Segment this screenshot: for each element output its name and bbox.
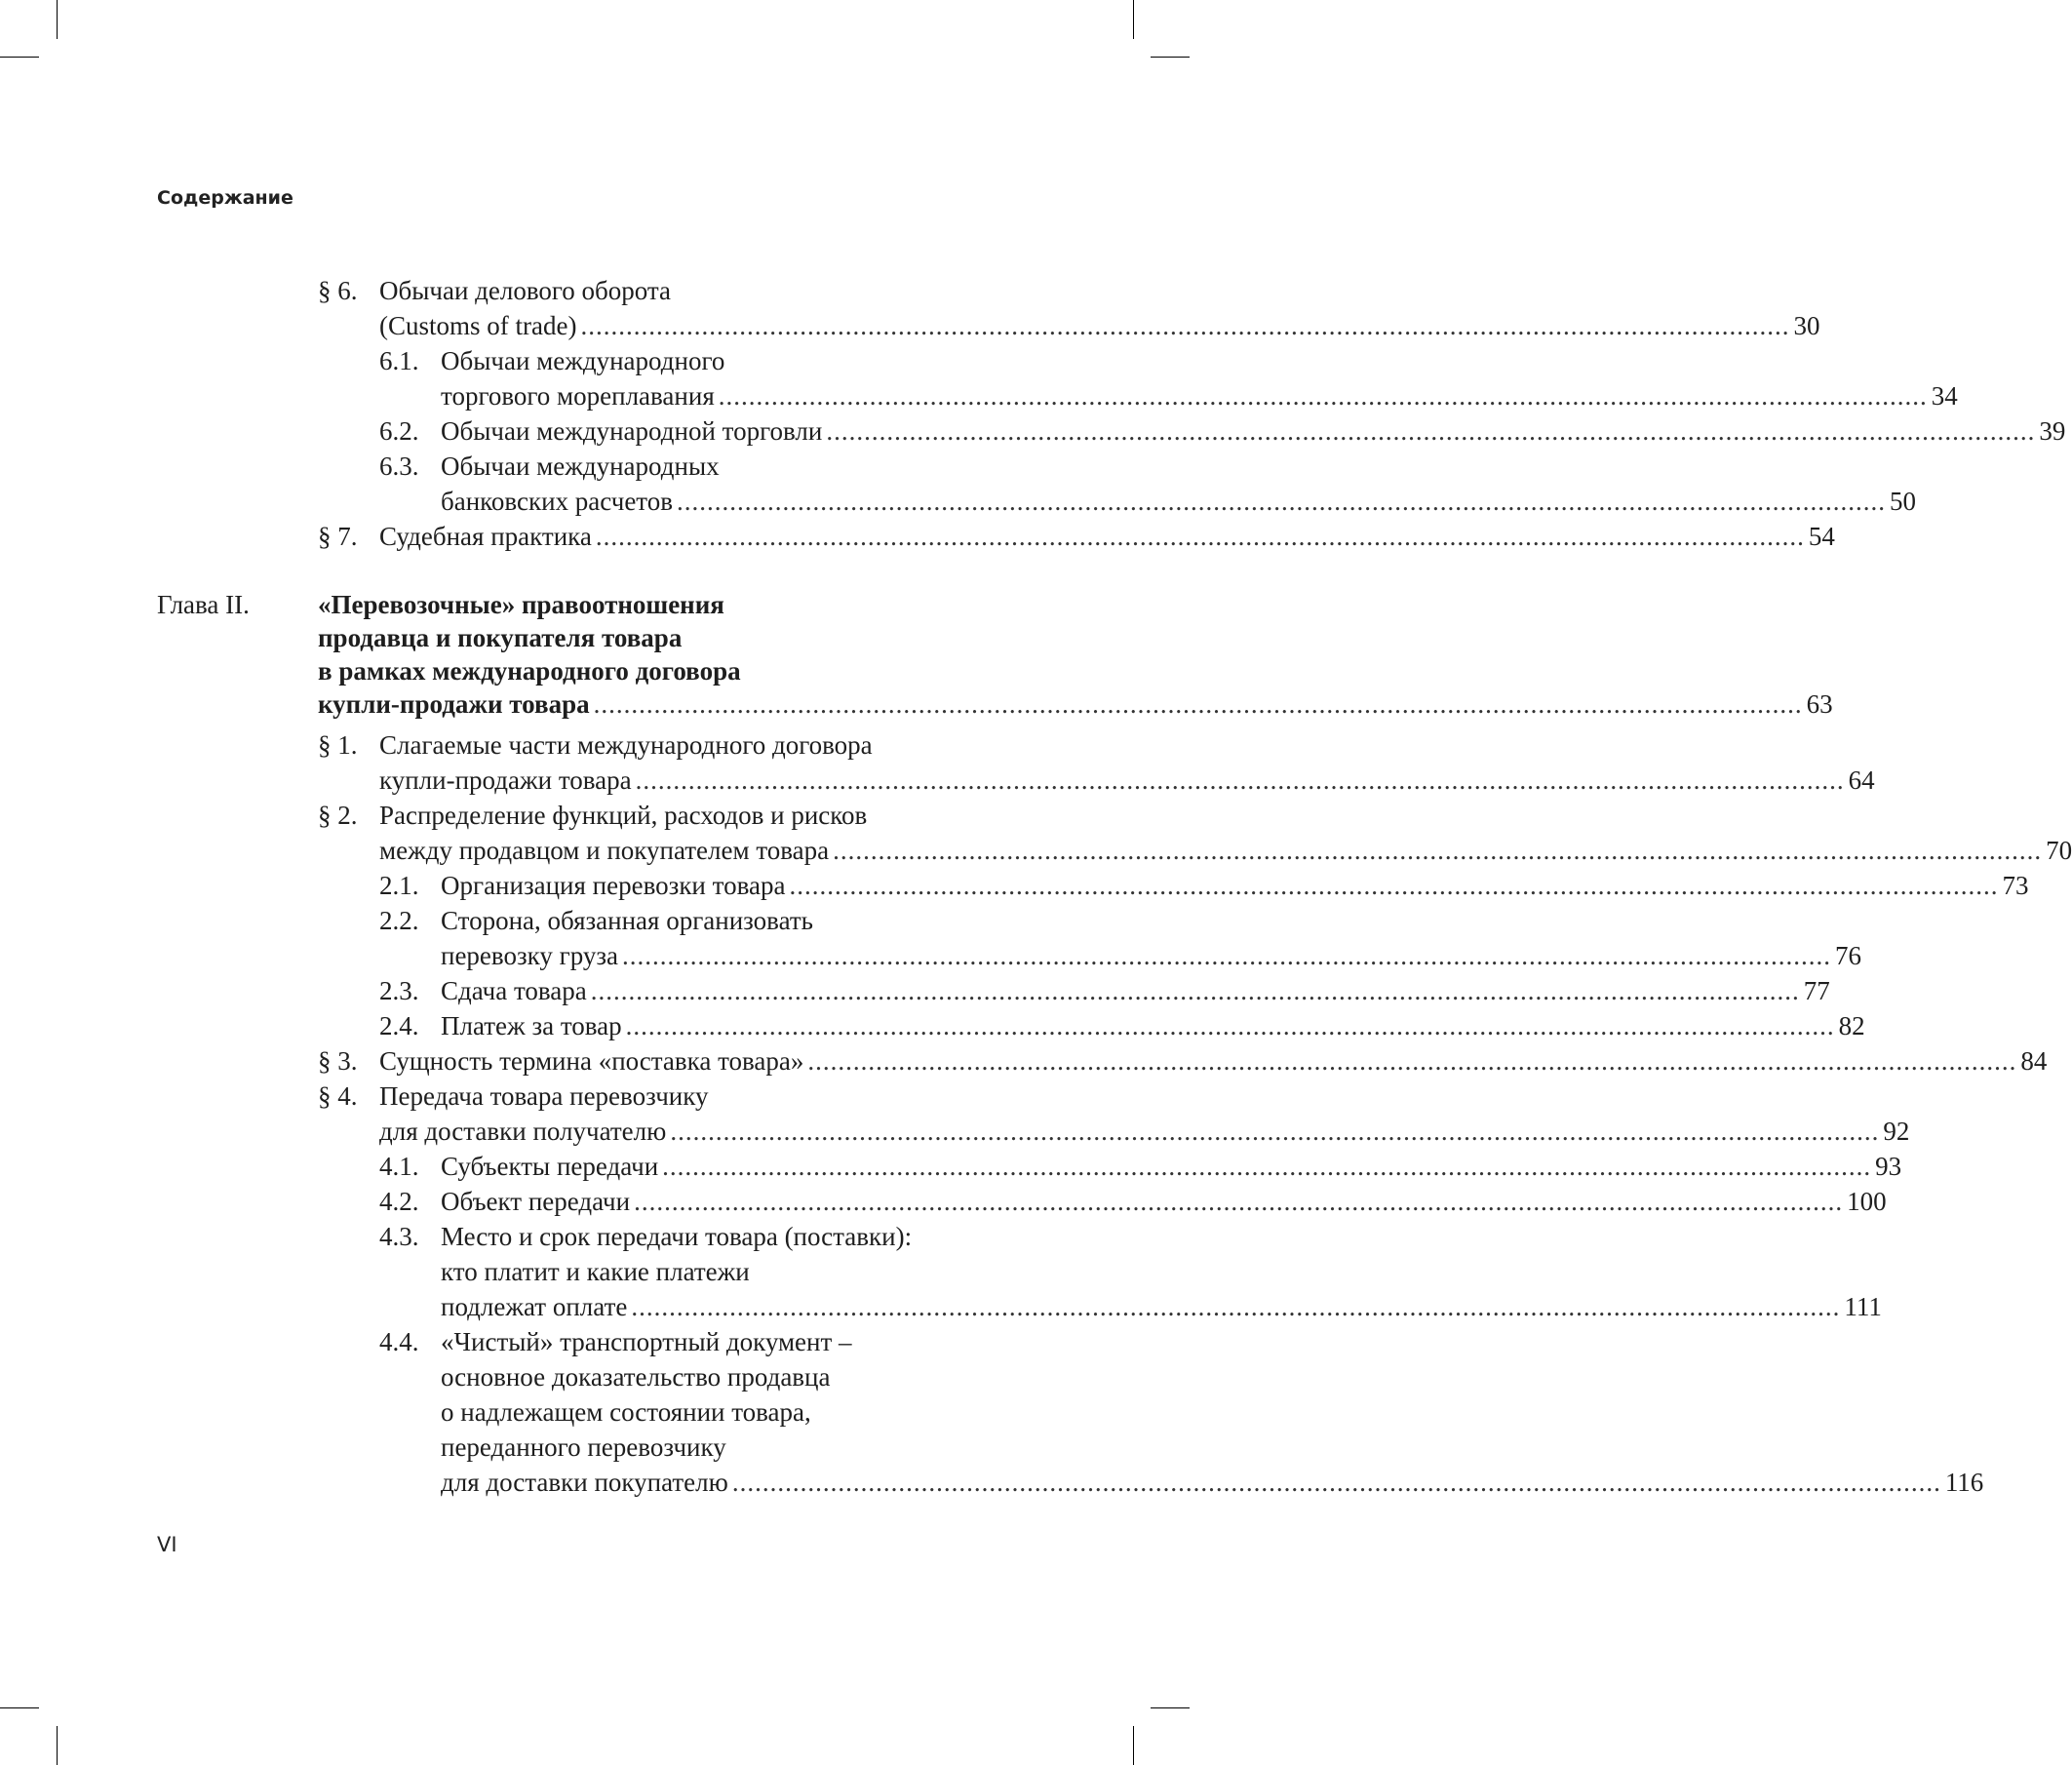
leader-dots: ................................................................................................................................................................ [731, 1468, 1941, 1497]
page-number: 63 [1806, 689, 1833, 719]
page-number: 50 [1890, 487, 1916, 516]
toc-title: Субъекты передачи [441, 1152, 659, 1181]
page-number: 92 [1883, 1117, 1910, 1146]
page-number: 76 [1835, 941, 1861, 970]
page-number: 77 [1803, 976, 1830, 1005]
toc-title: подлежат оплате [441, 1292, 628, 1321]
toc-number: 6.2. [379, 416, 419, 446]
page-number: 30 [1793, 311, 1820, 340]
leader-dots: ................................................................................................................................................................ [833, 836, 2043, 865]
toc-title: продавца и покупателя товара [318, 623, 683, 652]
toc-title: Сущность термина «поставка товара» [379, 1046, 804, 1076]
page-number: 100 [1847, 1187, 1887, 1216]
toc-title: Слагаемые части международного договора [379, 730, 873, 760]
toc-number: § 6. [318, 276, 358, 305]
leader-dots: ................................................................................................................................................................ [631, 1292, 1841, 1321]
toc-title: купли-продажи товара [318, 689, 590, 719]
crop-mark [1151, 57, 1190, 58]
page-number: 39 [2039, 416, 2066, 446]
page-number: 82 [1838, 1011, 1865, 1040]
leader-dots: ................................................................................................................................................................ [634, 1187, 1844, 1216]
toc-title: Распределение функций, расходов и рисков [379, 801, 868, 830]
leader-dots: ................................................................................................................................................................ [635, 765, 1845, 795]
toc-title: о надлежащем состоянии товара, [441, 1397, 811, 1427]
crop-mark [1151, 1707, 1190, 1708]
toc-title: в рамках международного договора [318, 656, 741, 686]
toc-number: 4.2. [379, 1187, 419, 1216]
toc-title: Обычаи международной торговли [441, 416, 823, 446]
toc-title: для доставки покупателю [441, 1468, 728, 1497]
toc-title: Объект передачи [441, 1187, 631, 1216]
toc-number: 4.1. [379, 1152, 419, 1181]
toc-title: «Перевозочные» правоотношения [318, 590, 724, 619]
crop-mark [1133, 0, 1134, 39]
chapter-number: Глава II. [157, 590, 250, 619]
leader-dots: ................................................................................................................................................................ [595, 522, 1805, 551]
page-number: 70 [2046, 836, 2072, 865]
toc-number: 2.2. [379, 906, 419, 935]
toc-title: Платеж за товар [441, 1011, 622, 1040]
leader-dots: ................................................................................................................................................................ [590, 976, 1800, 1005]
toc-title: торгового мореплавания [441, 381, 715, 411]
toc-title: «Чистый» транспортный документ – [441, 1327, 852, 1356]
leader-dots: ................................................................................................................................................................ [807, 1046, 2017, 1076]
crop-mark [0, 57, 39, 58]
toc-title: Организация перевозки товара [441, 871, 786, 900]
toc-title: Передача товара перевозчику [379, 1081, 709, 1111]
page-number: 84 [2020, 1046, 2048, 1076]
toc-number: 6.3. [379, 451, 419, 481]
page-number: 64 [1848, 765, 1875, 795]
toc-title: между продавцом и покупателем товара [379, 836, 830, 865]
toc-title: основное доказательство продавца [441, 1362, 831, 1392]
crop-mark [1133, 1726, 1134, 1765]
leader-dots: ................................................................................................................................................................ [826, 416, 2036, 446]
page-number: 93 [1875, 1152, 1902, 1181]
toc-number: 4.3. [379, 1222, 419, 1251]
toc-title: купли-продажи товара [379, 765, 632, 795]
leader-dots: ................................................................................................................................................................ [718, 381, 1928, 411]
crop-mark [0, 1707, 39, 1708]
page-folio: VI [157, 1533, 177, 1556]
toc-title: кто платит и какие платежи [441, 1257, 750, 1286]
toc-title: Обычаи делового оборота [379, 276, 672, 305]
toc-number: § 2. [318, 801, 358, 830]
toc-number: 4.4. [379, 1327, 419, 1356]
toc-title: Обычаи международного [441, 346, 725, 375]
toc-title: (Customs of trade) [379, 311, 577, 340]
crop-mark [57, 1726, 58, 1765]
page-number: 34 [1931, 381, 1958, 411]
toc-number: § 3. [318, 1046, 358, 1076]
toc-title: Обычаи международных [441, 451, 720, 481]
leader-dots: ................................................................................................................................................................ [677, 487, 1886, 516]
toc-title: перевозку груза [441, 941, 618, 970]
toc-title: Сдача товара [441, 976, 587, 1005]
toc-title: Сторона, обязанная организовать [441, 906, 813, 935]
toc-number: § 1. [318, 730, 358, 760]
toc-title: Место и срок передачи товара (поставки): [441, 1222, 913, 1251]
page-number: 73 [2002, 871, 2029, 900]
leader-dots: ................................................................................................................................................................ [662, 1152, 1872, 1181]
toc-title: для доставки получателю [379, 1117, 667, 1146]
toc-number: 2.1. [379, 871, 419, 900]
toc-number: 2.3. [379, 976, 419, 1005]
toc-number: 6.1. [379, 346, 419, 375]
running-header: Содержание [157, 187, 293, 209]
leader-dots: ................................................................................................................................................................ [580, 311, 1790, 340]
page-number: 54 [1808, 522, 1835, 551]
page-number: 111 [1844, 1292, 1882, 1321]
toc-number: § 7. [318, 522, 358, 551]
leader-dots: ................................................................................................................................................................ [789, 871, 1999, 900]
crop-mark [57, 0, 58, 39]
page-number: 116 [1944, 1468, 1984, 1497]
toc-title: банковских расчетов [441, 487, 673, 516]
toc-number: 2.4. [379, 1011, 419, 1040]
leader-dots: ................................................................................................................................................................ [670, 1117, 1880, 1146]
leader-dots: ................................................................................................................................................................ [625, 1011, 1835, 1040]
leader-dots: ................................................................................................................................................................ [593, 689, 1803, 719]
toc-title: Судебная практика [379, 522, 592, 551]
toc-title: переданного перевозчику [441, 1432, 726, 1462]
toc-number: § 4. [318, 1081, 358, 1111]
leader-dots: ................................................................................................................................................................ [622, 941, 1831, 970]
